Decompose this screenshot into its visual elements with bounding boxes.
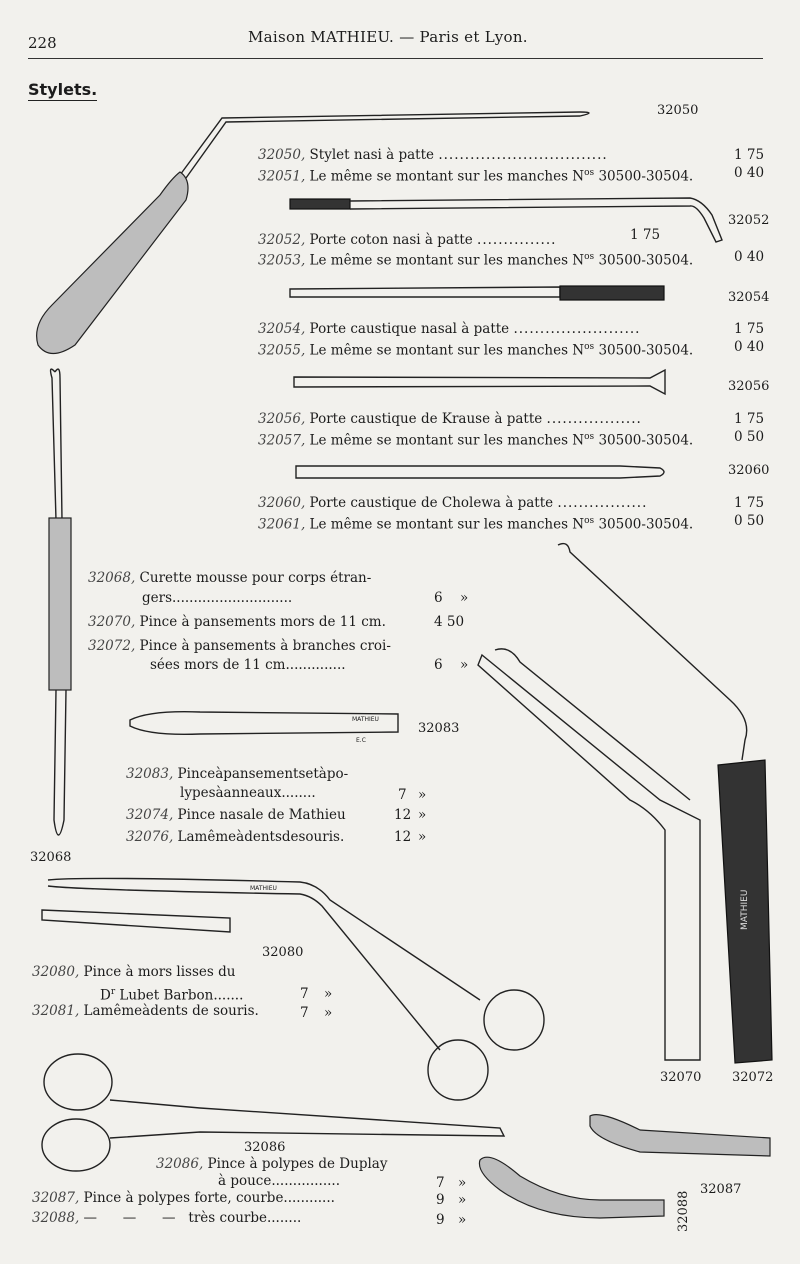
list-item: 32086, Pince à polypes de Duplay [156, 1156, 388, 1172]
price: 1 75 [734, 147, 765, 163]
list-item: 32088, — — — très courbe........ [32, 1210, 302, 1226]
list-item: 32081, Lamêmeàdents de souris. [32, 1003, 259, 1019]
page-number: 228 [28, 34, 57, 52]
figure-label: 32068 [30, 850, 72, 865]
list-item: 32060, Porte caustique de Cholewa à patte ................. [258, 495, 648, 511]
list-item: 32056, Porte caustique de Krause à patte .................. [258, 411, 642, 427]
price: 12 [394, 829, 412, 845]
price: 7 [300, 1005, 309, 1021]
price: 0 40 [734, 249, 765, 265]
list-item: 32057, Le même se montant sur les manches $N^{os}$ 30500-30504. [258, 432, 694, 449]
price: 4 50 [434, 614, 465, 630]
price: 1 75 [734, 321, 765, 337]
curette-illustration [49, 369, 71, 835]
price: 12 [394, 807, 412, 823]
price: 7 [398, 787, 407, 803]
figure-label: 32054 [728, 290, 770, 305]
price: 0 50 [734, 429, 765, 445]
list-item: 32070, Pince à pansements mors de 11 cm. [88, 614, 386, 630]
pince-polypes-forte-illustration [590, 1115, 770, 1156]
list-item-continuation: à pouce................ [218, 1173, 341, 1189]
list-item: 32052, Porte coton nasi à patte ............... [258, 232, 557, 248]
price: 0 40 [734, 165, 765, 181]
list-item: 32076, Lamêmeàdentsdesouris. [126, 829, 345, 845]
price: 6 [434, 590, 443, 606]
engraving-mathieu: MATHIEU [250, 885, 277, 892]
price-unit: » [324, 986, 333, 1002]
porte-caustique-cholewa-illustration [296, 466, 664, 478]
list-item-continuation: sées mors de 11 cm.............. [150, 657, 346, 673]
list-item: 32050, Stylet nasi à patte ................................ [258, 147, 608, 163]
price: 6 [434, 657, 443, 673]
engraving-mathieu: MATHIEU [352, 716, 379, 723]
price-unit: » [458, 1212, 467, 1228]
price-unit: » [458, 1175, 467, 1191]
price-unit: » [460, 590, 469, 606]
list-item: 32074, Pince nasale de Mathieu [126, 807, 346, 823]
list-item: 32055, Le même se montant sur les manches $N^{os}$ 30500-30504. [258, 342, 694, 359]
list-item-continuation: lypesàanneaux........ [180, 785, 316, 801]
list-item: 32061, Le même se montant sur les manches $N^{os}$ 30500-30504. [258, 516, 694, 533]
price: 0 40 [734, 339, 765, 355]
figure-label: 32083 [418, 721, 460, 736]
figure-label: 32052 [728, 213, 770, 228]
list-item: 32080, Pince à mors lisses du [32, 964, 236, 980]
price: 0 50 [734, 513, 765, 529]
figure-label: 32080 [262, 945, 304, 960]
price: 1 75 [734, 411, 765, 427]
list-item-continuation: gers............................ [142, 590, 293, 606]
porte-caustique-nasal-illustration [290, 286, 664, 300]
figure-label: 32072 [732, 1070, 774, 1085]
list-item: 32072, Pince à pansements à branches croi- [88, 638, 391, 654]
price-unit: » [324, 1005, 333, 1021]
price: 9 [436, 1192, 445, 1208]
pince-polypes-tres-courbe-illustration [479, 1157, 664, 1218]
price: 1 75 [630, 227, 661, 243]
list-item: 32054, Porte caustique nasal à patte ........................ [258, 321, 641, 337]
page-header-title: Maison MATHIEU. — Paris et Lyon. [248, 28, 528, 46]
figure-label: 32086 [244, 1140, 286, 1155]
figure-label: 32060 [728, 463, 770, 478]
list-item: 32087, Pince à polypes forte, courbe............ [32, 1190, 335, 1206]
price-unit: » [460, 657, 469, 673]
section-title: Stylets. [28, 80, 98, 99]
price: 9 [436, 1212, 445, 1228]
porte-caustique-krause-illustration [294, 370, 665, 394]
price-unit: » [418, 807, 427, 823]
figure-label: 32088 [676, 1190, 691, 1232]
figure-label: 32050 [657, 103, 699, 118]
list-item-continuation: $D^r$ Lubet Barbon....... [100, 987, 244, 1004]
price-unit: » [418, 787, 427, 803]
list-item: 32068, Curette mousse pour corps étran- [88, 570, 372, 586]
list-item: 32053, Le même se montant sur les manches $N^{os}$ 30500-30504. [258, 252, 694, 269]
figure-label: 32056 [728, 379, 770, 394]
price: 1 75 [734, 495, 765, 511]
engraving-ec: E.C [356, 737, 366, 744]
list-item: 32083, Pinceàpansementsetàpo- [126, 766, 349, 782]
figure-label: 32087 [700, 1182, 742, 1197]
engraving-mathieu: MATHIEU [740, 889, 750, 930]
price-unit: » [418, 829, 427, 845]
price: 7 [436, 1175, 445, 1191]
pince-pansements-illustration [478, 649, 700, 1060]
price: 7 [300, 986, 309, 1002]
price-unit: » [458, 1192, 467, 1208]
figure-label: 32070 [660, 1070, 702, 1085]
list-item: 32051, Le même se montant sur les manches $N^{os}$ 30500-30504. [258, 168, 694, 185]
